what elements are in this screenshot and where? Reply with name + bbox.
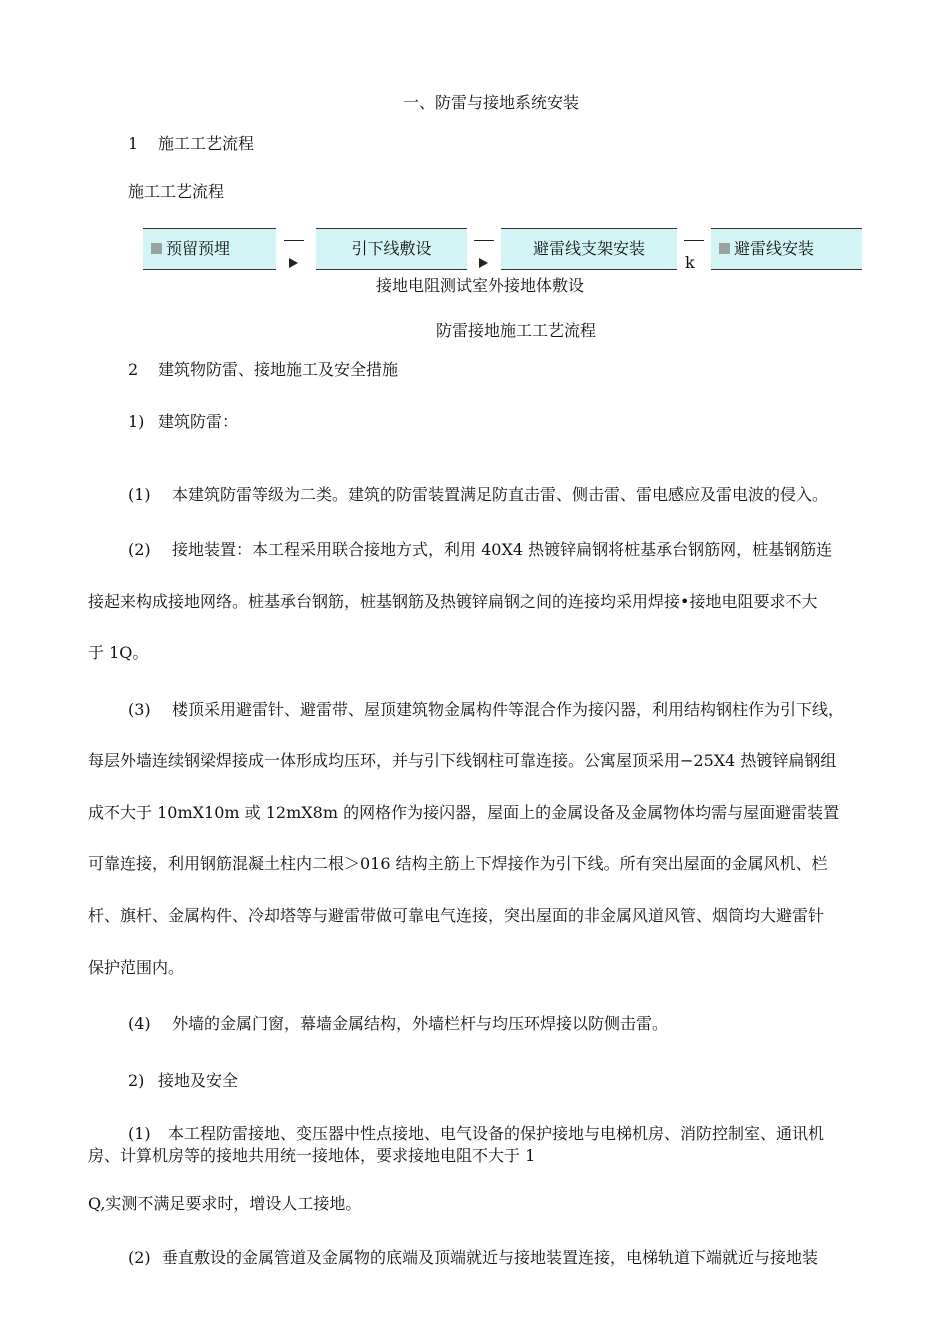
subsection-1-heading (128, 409, 238, 432)
paragraph-2-number: (2) (128, 540, 151, 559)
arrow-right-icon (289, 258, 298, 268)
paragraph-4-text: 外墙的金属门窗，幕墙金属结构，外墙栏杆与均压环焊接以防侧击雷。 (172, 1014, 669, 1033)
paragraph-3-line-4: 可靠连接，利用钢筋混凝土柱内二根＞016 结构主筋上下焊接作为引下线。所有突出屋面的金属风机、栏 (88, 854, 828, 873)
flow-box-lightning-wire-label: 避雷线安装 (734, 239, 815, 258)
flow-caption: 防雷接地施工工艺流程 (436, 321, 597, 340)
paragraph-1 (128, 482, 828, 505)
paragraph-2-line-1 (128, 537, 832, 560)
paragraph-3-line-3: 成不大于 10mX10m 或 12mX8m 的网格作为接闪器，屋面上的金属设备及金属物体均需与屋面避雷装置 (88, 803, 840, 822)
section-1-title: 施工工艺流程 (158, 134, 255, 153)
paragraph-5-line-3: Q,实测不满足要求时，增设人工接地。 (88, 1194, 362, 1213)
paragraph-5-line-1 (128, 1121, 824, 1144)
paragraph-3-number: (3) (128, 700, 151, 719)
flow-box-downlead-label: 引下线敷设 (351, 239, 432, 258)
paragraph-4 (128, 1011, 668, 1034)
paragraph-1-text: 本建筑防雷等级为二类。建筑的防雷装置满足防直击雷、侧击雷、雷电感应及雷电波的侵入。 (172, 485, 829, 504)
paragraph-1-number: (1) (128, 485, 151, 504)
section-2-title: 建筑物防雷、接地施工及安全措施 (158, 360, 399, 379)
flow-arrow-3-line (684, 240, 704, 241)
flow-box-bracket (501, 228, 677, 270)
subsection-2-number: 2) (128, 1071, 145, 1090)
subsection-1-title: 建筑防雷： (158, 412, 239, 431)
paragraph-3-line-6: 保护范围内。 (88, 958, 185, 977)
paragraph-3-text-1: 楼顶采用避雷针、避雷带、屋顶建筑物金属构件等混合作为接闪器，利用结构钢柱作为引下线， (172, 700, 845, 719)
arrow-right-icon (479, 258, 488, 268)
flow-label: 施工工艺流程 (128, 182, 225, 201)
subsection-2-heading (128, 1068, 238, 1091)
paragraph-5-text-1: 本工程防雷接地、变压器中性点接地、电气设备的保护接地与电梯机房、消防控制室、通讯机 (168, 1124, 825, 1143)
flow-box-preembed (143, 228, 276, 270)
paragraph-3-line-1 (128, 697, 844, 720)
flow-box-bracket-label: 避雷线支架安装 (532, 239, 645, 258)
subsection-1-number: 1) (128, 412, 145, 431)
flow-arrow-1-line (284, 240, 304, 241)
paragraph-6-text: 垂直敷设的金属管道及金属物的底端及顶端就近与接地装置连接，电梯轨道下端就近与接地装 (162, 1248, 819, 1267)
paragraph-6-number: (2) (128, 1248, 151, 1267)
paragraph-5-number: (1) (128, 1124, 151, 1143)
paragraph-4-number: (4) (128, 1014, 151, 1033)
flow-arrow-3-char: k (685, 253, 695, 272)
flow-box-downlead (316, 228, 467, 270)
subsection-2-title: 接地及安全 (158, 1071, 239, 1090)
paragraph-6 (128, 1245, 818, 1268)
section-1-number: 1 (128, 134, 139, 153)
flow-arrow-2-line (474, 240, 494, 241)
square-bullet-icon (151, 243, 162, 254)
paragraph-3-line-5: 杆、旗杆、金属构件、冷却塔等与避雷带做可靠电气连接，突出屋面的非金属风道风管、烟筒均大避雷针 (88, 906, 825, 925)
flow-box-preembed-label: 预留预埋 (166, 239, 231, 258)
paragraph-2-line-3: 于 1Q。 (88, 643, 149, 662)
flow-box-lightning-wire (711, 228, 862, 270)
paragraph-2-text-1: 接地装置：本工程采用联合接地方式，利用 40X4 热镀锌扁钢将桩基承台钢筋网，桩基钢筋连 (172, 540, 833, 559)
paragraph-3-line-2: 每层外墙连续钢梁焊接成一体形成均压环，并与引下线钢柱可靠连接。公寓屋顶采用−25X4 热镀锌扁钢组 (88, 751, 837, 770)
section-2-number: 2 (128, 360, 139, 379)
page-title: 一、防雷与接地系统安装 (403, 93, 580, 112)
flow-below-text: 接地电阻测试室外接地体敷设 (376, 276, 585, 295)
paragraph-2-line-2: 接起来构成接地网络。桩基承台钢筋，桩基钢筋及热镀锌扁钢之间的连接均采用焊接•接地电阻要求不大 (88, 592, 818, 611)
section-2-heading (128, 357, 398, 380)
section-1-heading (128, 131, 254, 154)
square-bullet-icon (719, 243, 730, 254)
paragraph-5-line-2: 房、计算机房等的接地共用统一接地体，要求接地电阻不大于 1 (88, 1146, 536, 1165)
